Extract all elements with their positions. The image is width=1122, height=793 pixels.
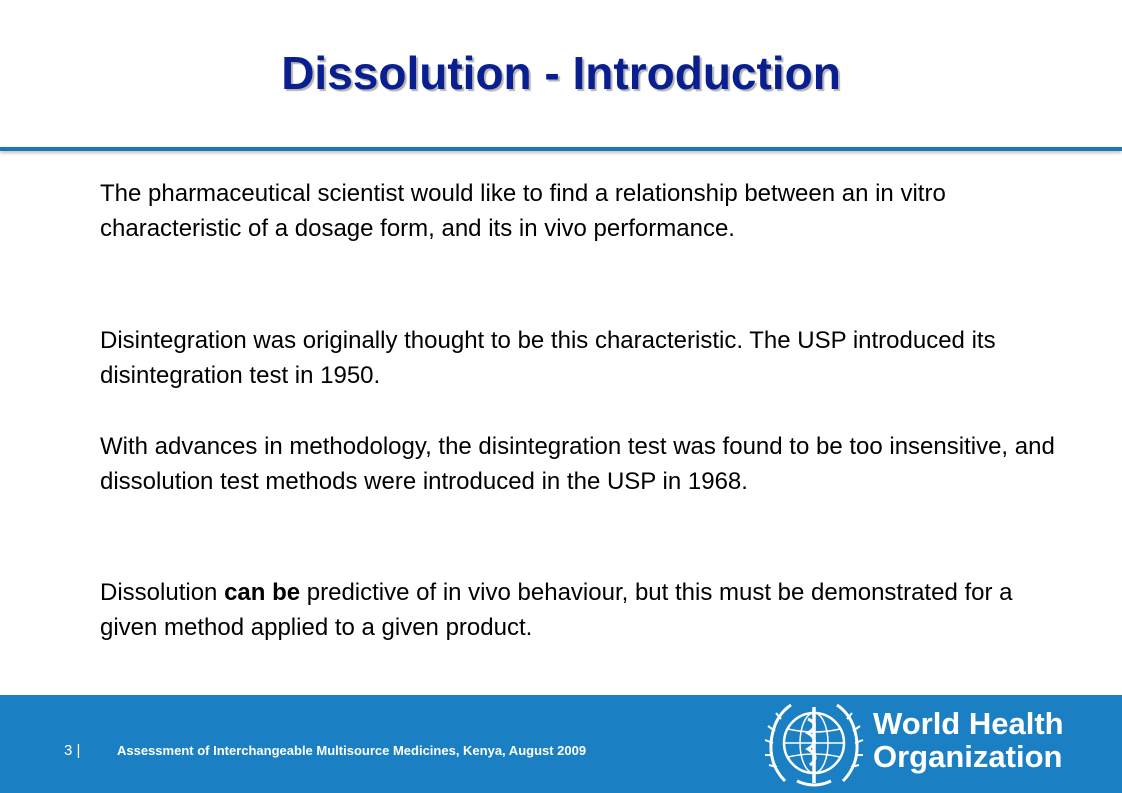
paragraph-3: With advances in methodology, the disintegration test was found to be too insensitive, and dissolution test methods were introduced in the USP in 1968. (100, 433, 1055, 495)
who-emblem-icon (763, 697, 865, 791)
who-wordmark-line1: World Health (873, 706, 1064, 741)
page-number: 3 | (64, 742, 81, 759)
slide-title: Dissolution - Introduction (281, 47, 841, 99)
footer-bar (0, 695, 1122, 793)
footer-caption: Assessment of Interchangeable Multisource Medicines, Kenya, August 2009 (117, 743, 587, 758)
paragraph-2: Disintegration was originally thought to be this characteristic. The USP introduced its disintegration test in 1950. (100, 327, 996, 389)
who-wordmark (873, 707, 1073, 777)
paragraph-1: The pharmaceutical scientist would like to find a relationship between an in vitro characteristic of a dosage form, and its in vivo performance. (100, 180, 946, 242)
title-divider (0, 147, 1122, 151)
paragraph-4-emphasis: can be (224, 579, 301, 606)
paragraph-4-end: predictive of in vivo behaviour, but this must be demonstrated for a given method applied to a given product. (100, 579, 1013, 641)
paragraph-4-start: Dissolution (100, 579, 225, 606)
who-wordmark-line2: Organization (873, 739, 1063, 774)
paragraph-4 (100, 575, 1060, 645)
